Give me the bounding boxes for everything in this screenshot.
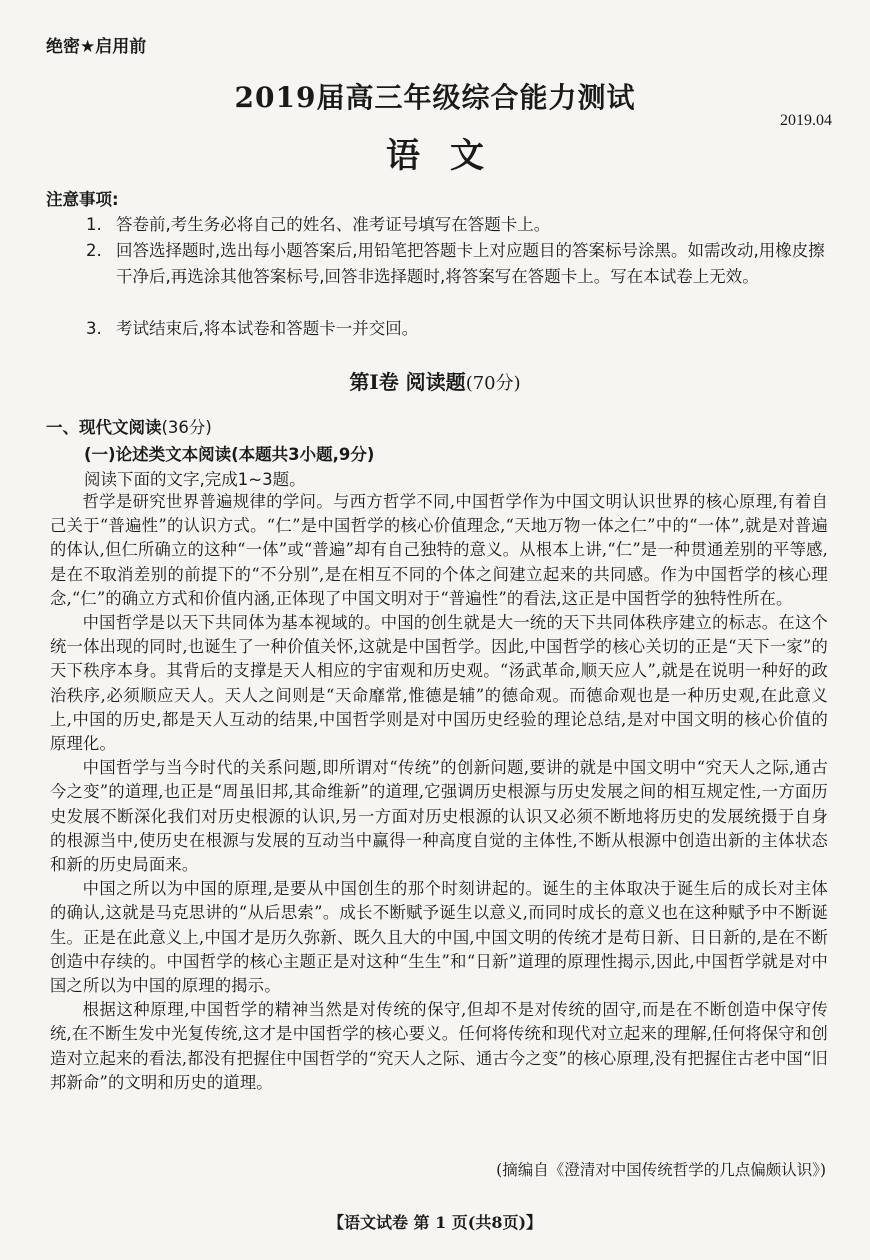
- passage-paragraph: 哲学是研究世界普遍规律的学问。与西方哲学不同,中国哲学作为中国文明认识世界的核心原理,有着自己关于“普遍性”的认识方式。“仁”是中国哲学的核心价值理念,“天地万物一体之仁”中的“一体”,就是对普遍的体认,但仁所确立的这种“一体”或“普遍”却有自己独特的意义。从根本上讲,“仁”是一种贯通差别的平等感,是在不取消差别的前提下的“不分别”,是在相互不同的个体之间建立起来的共同感。作为中国哲学的核心理念,“仁”的确立方式和价值内涵,正体现了中国文明对于“普遍性”的看法,这正是中国哲学的独特性所在。: [50, 492, 828, 608]
- passage-paragraph: 中国哲学是以天下共同体为基本视域的。中国的创生就是大一统的天下共同体秩序建立的标志。在这个统一体出现的同时,也诞生了一种价值关怀,这就是中国哲学。因此,中国哲学的核心关切的正是“天下一家”的天下秩序本身。其背后的支撑是天人相应的宇宙观和历史观。“汤武革命,顺天应人”,就是在说明一种好的政治秩序,必须顺应天人。天人之间则是“天命靡常,惟德是辅”的德命观。而德命观也是一种历史观,在此意义上,中国的历史,都是天人互动的结果,中国哲学则是对中国历史经验的理论总结,是对中国文明的核心价值的原理化。: [50, 613, 828, 754]
- page-footer: 【语文试卷 第 1 页(共8页)】: [327, 1213, 543, 1232]
- exam-date: 2019.04: [780, 112, 832, 129]
- subsection-title: (一)论述类文本阅读(本题共3小题,9分): [84, 445, 375, 464]
- notice-item-number: 2.: [86, 241, 102, 260]
- notice-item: [86, 212, 836, 238]
- section-heading: [0, 366, 870, 395]
- reading-passage: [50, 490, 828, 1095]
- notice-item-number: 1.: [86, 215, 102, 234]
- notice-item-text: 回答选择题时,选出每小题答案后,用铅笔把答题卡上对应题目的答案标号涂黑。如需改动,用橡皮擦干净后,再选涂其他答案标号,回答非选择题时,将答案写在答题卡上。写在本试卷上无效。: [116, 241, 825, 286]
- passage-source: (摘编自《澄清对中国传统哲学的几点偏颇认识》): [496, 1161, 826, 1179]
- part-heading: [46, 414, 212, 438]
- section-title: 第Ⅰ卷 阅读题: [349, 370, 466, 394]
- passage-paragraph: 中国哲学与当今时代的关系问题,即所谓对“传统”的创新问题,要讲的就是中国文明中“究天人之际,通古今之变”的道理,也正是“周虽旧邦,其命维新”的道理,它强调历史根源与历史发展之间的相互规定性,一方面历史发展不断深化我们对历史根源的认识,另一方面对历史根源的认识又必须不断地将历史的发展统摄于自身的根源当中,使历史在根源与发展的互动当中赢得一种高度自觉的主体性,不断从根源中创造出新的主体状态和新的历史局面来。: [50, 758, 828, 875]
- exam-title: 2019届高三年级综合能力测试: [234, 81, 636, 114]
- notice-item: [86, 238, 836, 290]
- notice-heading: 注意事项:: [46, 190, 119, 209]
- part-title: 一、现代文阅读: [46, 418, 162, 437]
- section-points: (70分): [465, 373, 521, 394]
- notice-item: [86, 316, 836, 342]
- subject-title: 语文: [386, 136, 514, 176]
- confidential-label: 绝密★启用前: [46, 37, 147, 57]
- notice-item-text: 答卷前,考生务必将自己的姓名、准考证号填写在答题卡上。: [116, 215, 551, 234]
- notice-item-number: 3.: [86, 319, 102, 338]
- reading-instruction: 阅读下面的文字,完成1~3题。: [84, 470, 306, 489]
- passage-paragraph: 根据这种原理,中国哲学的精神当然是对传统的保守,但却不是对传统的固守,而是在不断创造中保守传统,在不断生发中光复传统,这才是中国哲学的核心要义。任何将传统和现代对立起来的理解,任何将保守和创造对立起来的看法,都没有把握住中国哲学的“究天人之际、通古今之变”的核心原理,没有把握住古老中国“旧邦新命”的文明和历史的道理。: [50, 1000, 828, 1092]
- passage-paragraph: 中国之所以为中国的原理,是要从中国创生的那个时刻讲起的。诞生的主体取决于诞生后的成长对主体的确认,这就是马克思讲的“从后思索”。成长不断赋予诞生以意义,而同时成长的意义也在这种赋予中不断诞生。正是在此意义上,中国才是历久弥新、既久且大的中国,中国文明的传统才是苟日新、日日新的,是在不断创造中存续的。中国哲学的核心主题正是对这种“生生”和“日新”道理的原理性揭示,因此,中国哲学就是对中国之所以为中国的原理的揭示。: [50, 879, 828, 996]
- part-points: (36分): [161, 418, 212, 437]
- notice-item-text: 考试结束后,将本试卷和答题卡一并交回。: [116, 319, 419, 338]
